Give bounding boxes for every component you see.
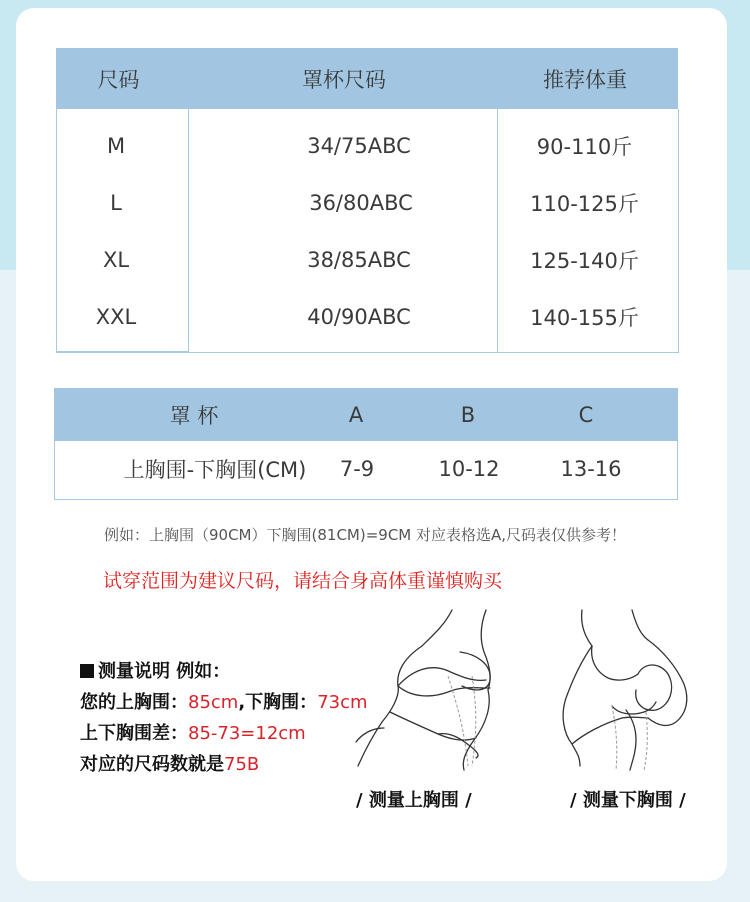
size-cell: M bbox=[106, 133, 126, 158]
guide-title: 测量说明 例如： bbox=[98, 661, 231, 682]
cup-cell: 38/85ABC bbox=[307, 247, 411, 272]
under-bust-value: 73cm bbox=[317, 692, 368, 713]
difference-label: 上下胸围差： bbox=[80, 723, 188, 744]
guide-line-bust bbox=[80, 687, 368, 718]
cup-cell: 40/90ABC bbox=[307, 304, 411, 329]
bust-difference-label: 上胸围-下胸围(CM) bbox=[123, 458, 307, 482]
measurement-guide bbox=[80, 656, 368, 780]
header-cup-c: C bbox=[578, 402, 594, 427]
weight-cell: 125-140斤 bbox=[530, 248, 639, 273]
size-cell: XXL bbox=[95, 304, 137, 329]
result-value: 75B bbox=[224, 754, 260, 775]
cup-cell: 34/75ABC bbox=[307, 133, 411, 158]
size-cell: L bbox=[110, 190, 122, 215]
upper-bust-label: 您的上胸围： bbox=[80, 692, 188, 713]
range-b: 10-12 bbox=[438, 457, 500, 481]
table-border-bottom-left bbox=[56, 351, 188, 353]
example-note: 例如：上胸围（90CM）下胸围(81CM)=9CM 对应表格选A,尺码表仅供参考！ bbox=[104, 526, 627, 544]
table-border-bottom bbox=[188, 352, 679, 353]
header-cup-a: A bbox=[348, 402, 364, 427]
weight-cell: 140-155斤 bbox=[530, 305, 639, 330]
size-table-header bbox=[56, 48, 678, 109]
upper-bust-measure-figure-icon bbox=[352, 606, 502, 772]
difference-value: 85-73=12cm bbox=[188, 723, 306, 744]
range-a: 7-9 bbox=[339, 457, 375, 481]
header-cup-b: B bbox=[460, 402, 476, 427]
header-cup: 罩 杯 bbox=[169, 403, 219, 428]
size-table-body bbox=[56, 109, 679, 353]
table-divider-1 bbox=[188, 109, 189, 353]
size-table bbox=[56, 48, 679, 353]
range-c: 13-16 bbox=[560, 457, 622, 481]
upper-bust-value: 85cm bbox=[188, 692, 239, 713]
guide-title-line bbox=[80, 656, 368, 687]
size-cell: XL bbox=[102, 247, 130, 272]
under-bust-label: ,下胸围： bbox=[238, 692, 318, 713]
cup-cell: 36/80ABC bbox=[309, 190, 413, 215]
size-warning: 试穿范围为建议尺码，请结合身高体重谨慎购买 bbox=[103, 570, 503, 592]
under-bust-measure-figure-icon bbox=[552, 606, 702, 772]
square-bullet-icon bbox=[80, 664, 94, 678]
result-label: 对应的尺码数就是 bbox=[80, 754, 224, 775]
guide-line-result bbox=[80, 749, 368, 780]
cup-table-header bbox=[54, 388, 678, 441]
caption-upper-bust: / 测量上胸围 / bbox=[356, 790, 472, 811]
header-cup-size: 罩杯尺码 bbox=[302, 67, 386, 92]
caption-under-bust: / 测量下胸围 / bbox=[570, 790, 686, 811]
weight-cell: 90-110斤 bbox=[536, 134, 633, 159]
cup-table bbox=[54, 388, 678, 500]
table-border-right bbox=[678, 109, 679, 353]
guide-line-difference bbox=[80, 718, 368, 749]
header-recommended-weight: 推荐体重 bbox=[543, 67, 627, 92]
weight-cell: 110-125斤 bbox=[530, 191, 639, 216]
header-size: 尺码 bbox=[97, 67, 140, 92]
